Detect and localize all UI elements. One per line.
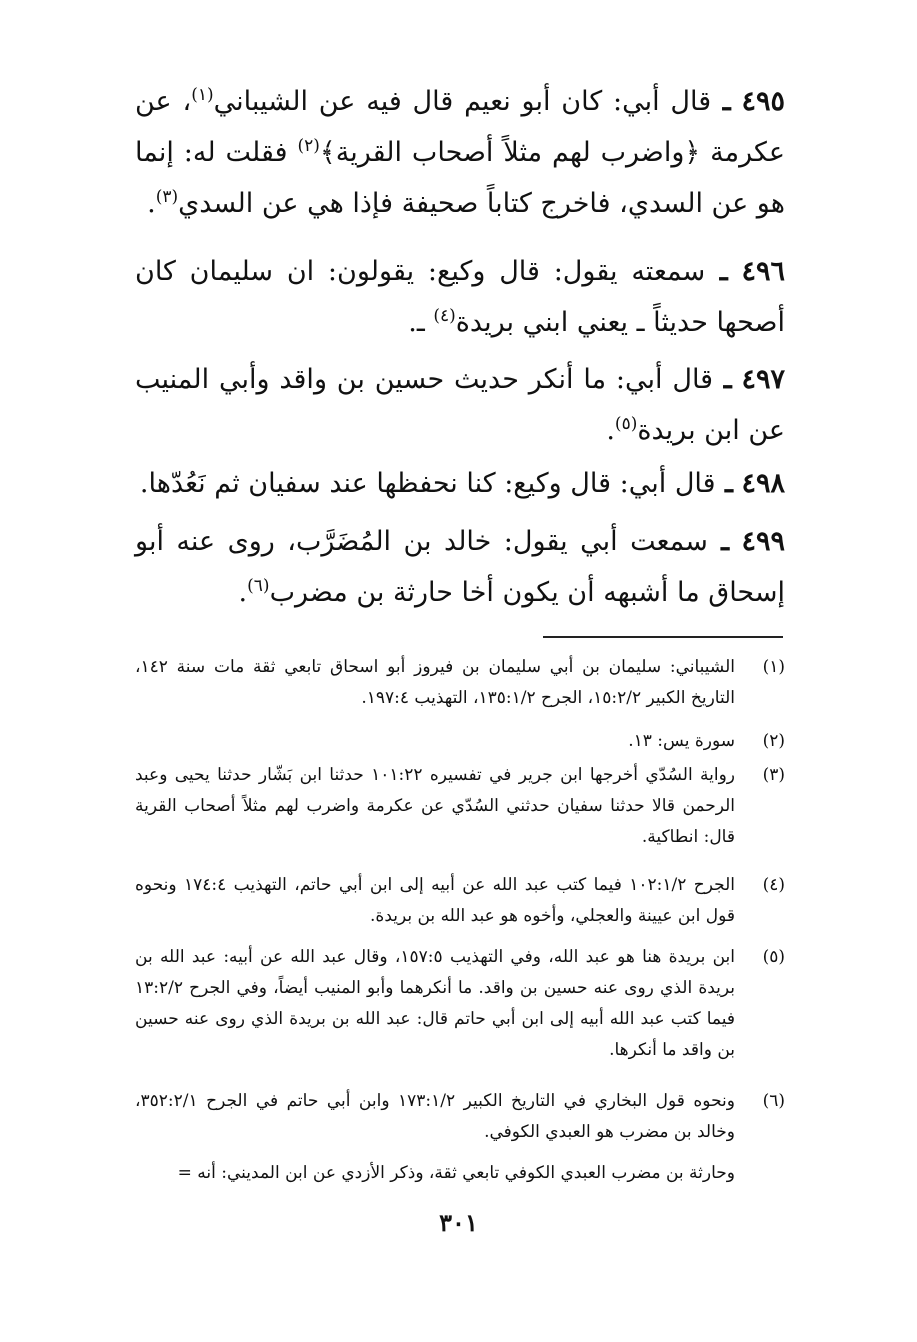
footnote-4: [135, 870, 785, 932]
footnote-text: رواية السُدّي أخرجها ابن جرير في تفسيره ١٠١:٢٢ حدثنا ابن بَشّار حدثنا يحيى وعبد الرحمن قالا حدثنا سفيان حدثني السُدّي عن عكرمة واضرب لهم مثلاً أصحاب القرية قال: انطاكية.: [135, 765, 735, 847]
entry-498: ٤٩٨ ـ قال أبي: قال وكيع: كنا نحفظها عند سفيان ثم نَعُدّها.: [139, 468, 785, 499]
entry-text: قال أبي: قال وكيع: كنا نحفظها عند سفيان ثم نَعُدّها.: [139, 468, 716, 499]
footnote-ref[interactable]: (٢): [297, 136, 320, 156]
entry-499: ٤٩٩ ـ سمعت أبي يقول: خالد بن المُضَرَّب، روى عنه أبو إسحاق ما أشبهه أن يكون أخا حارثة بن مضرب$^{(٦)}$.: [135, 526, 786, 608]
footnote-5: [135, 942, 785, 1066]
entry-number: ٤٩٩: [741, 526, 786, 557]
footnote-ref[interactable]: (١): [191, 85, 214, 105]
footnote-number: (٢): [762, 731, 785, 751]
footnote-ref[interactable]: (٣): [155, 187, 179, 207]
footnote-number: (٦): [762, 1091, 785, 1111]
page-number: ٣٠١: [439, 1208, 478, 1237]
entry-496: ٤٩٦ ـ سمعته يقول: قال وكيع: يقولون: ان سليمان كان أصحها حديثاً ـ يعني ابني بريدة$^{(٤)}$ ـ.: [135, 256, 785, 338]
footnote-text: سورة يس: ١٣.: [628, 731, 735, 751]
footnote-number: (٣): [762, 765, 785, 785]
entry-text: ، عن عكرمة ﴿واضرب لهم مثلاً أصحاب القرية﴾: [135, 86, 786, 168]
entry-number: ٤٩٨: [741, 468, 785, 499]
entry-text: سمعته يقول: قال وكيع: يقولون: ان سليمان كان أصحها حديثاً ـ يعني ابني بريدة: [135, 256, 785, 338]
footnote-1: [135, 652, 785, 714]
footnote-ref[interactable]: (٤): [433, 306, 456, 326]
footnote-number: (٥): [762, 947, 785, 967]
footnote-text: ابن بريدة هنا هو عبد الله، وفي التهذيب ١٥٧:٥، وقال عبد الله عن أبيه: عبد الله بن بريدة الذي روى عنه حسين بن واقد. ما أنكرهما وأبو المنيب أيضاً، وفي الجرح ١٣:٢/٢ فيما كتب عبد الله أبيه إلى ابن أبي حاتم قال: عبد الله بن بريدة الذي روى عنه حسين بن واقد ما أنكرها.: [135, 947, 735, 1060]
footnote-ref[interactable]: (٥): [614, 414, 638, 434]
footnote-text: ونحوه قول البخاري في التاريخ الكبير ١٧٣:١/٢ وابن أبي حاتم في الجرح ٣٥٢:٢/١، وخالد بن مضرب هو العبدي الكوفي.: [135, 1091, 735, 1142]
entry-text: .: [238, 577, 248, 608]
entry-text: سمعت أبي يقول: خالد بن المُضَرَّب، روى عنه أبو إسحاق ما أشبهه أن يكون أخا حارثة بن مضرب: [135, 526, 785, 608]
footnote-text: الجرح ١٠٢:١/٢ فيما كتب عبد الله عن أبيه إلى ابن أبي حاتم، التهذيب ١٧٤:٤ ونحوه قول ابن عيينة والعجلي، وأخوه هو عبد الله بن بريدة.: [135, 875, 735, 926]
entry-text: ـ.: [408, 307, 434, 338]
entry-text: قال أبي: كان أبو نعيم قال فيه عن الشيباني: [213, 86, 712, 117]
footnote-continuation: وحارثة بن مضرب العبدي الكوفي تابعي ثقة، وذكر الأزدي عن ابن المديني: أنه =: [177, 1163, 735, 1183]
footnote-separator: [543, 636, 783, 638]
entry-number: ٤٩٧: [741, 364, 785, 395]
entry-text: قال أبي: ما أنكر حديث حسين بن واقد وأبي المنيب عن ابن بريدة: [135, 364, 785, 446]
footnote-2: [135, 726, 785, 757]
footnote-text: الشيباني: سليمان بن أبي سليمان بن فيروز أبو اسحاق تابعي ثقة مات سنة ١٤٢، التاريخ الكبير ١٥:٢/٢، الجرح ١٣٥:١/٢، التهذيب ١٩٧:٤.: [135, 657, 735, 708]
footnote-number: (١): [762, 657, 785, 677]
entry-number: ٤٩٦: [741, 256, 785, 287]
entry-497: ٤٩٧ ـ قال أبي: ما أنكر حديث حسين بن واقد وأبي المنيب عن ابن بريدة$^{(٥)}$.: [135, 364, 785, 446]
footnote-number: (٤): [762, 875, 785, 895]
footnote-ref[interactable]: (٦): [247, 576, 270, 596]
entry-number: ٤٩٥: [741, 86, 786, 117]
entry-text: .: [606, 415, 615, 446]
footnote-6: [135, 1086, 785, 1148]
entry-495: ٤٩٥ ـ قال أبي: كان أبو نعيم قال فيه عن الشيباني$^{(١)}$، عن عكرمة ﴿واضرب لهم مثلاً أصحاب القرية﴾$^{(٢)}$ فقلت له: إنما هو عن السدي، فاخرج كتاباً صحيفة فإذا هي عن السدي$^{(٣)}$.: [135, 85, 786, 219]
entry-text: .: [147, 188, 156, 219]
entry-text: فقلت له: إنما هو عن السدي، فاخرج كتاباً صحيفة فإذا هي عن السدي: [135, 137, 785, 219]
footnote-3: [135, 760, 785, 853]
